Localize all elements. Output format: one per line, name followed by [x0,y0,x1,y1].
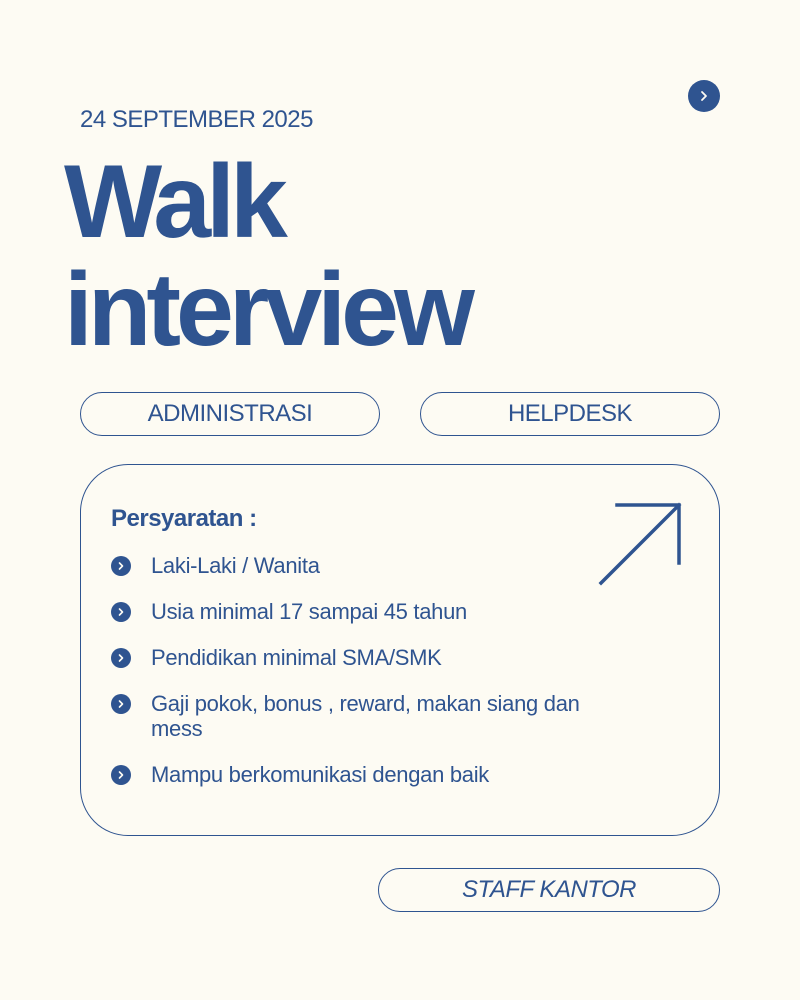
chevron-right-icon [111,602,131,622]
list-item [111,645,591,670]
list-item [111,599,591,624]
page-title [64,144,470,368]
chevron-right-icon [111,694,131,714]
list-item [111,691,591,741]
next-slide-button[interactable] [688,80,720,112]
list-item-text: Pendidikan minimal SMA/SMK [151,645,442,670]
requirements-heading: Persyaratan : [111,505,257,532]
arrow-up-right-icon [597,501,687,591]
requirements-list [111,553,591,808]
title-line-1: Walk [64,144,283,260]
list-item-text: Gaji pokok, bonus , reward, makan siang dan mess [151,691,580,741]
list-item-text: Laki-Laki / Wanita [151,553,320,578]
requirements-card [80,464,720,836]
title-line-2: interview [64,252,470,368]
list-item-text: Usia minimal 17 sampai 45 tahun [151,599,467,624]
event-date: 24 SEPTEMBER 2025 [80,106,313,133]
list-item [111,762,591,787]
footer-tag-staff-kantor: STAFF KANTOR [378,868,720,912]
position-tag-helpdesk: HELPDESK [420,392,720,436]
chevron-right-icon [111,556,131,576]
chevron-right-icon [697,89,711,103]
list-item [111,553,591,578]
position-tag-administrasi: ADMINISTRASI [80,392,380,436]
list-item-text: Mampu berkomunikasi dengan baik [151,762,490,787]
chevron-right-icon [111,765,131,785]
chevron-right-icon [111,648,131,668]
